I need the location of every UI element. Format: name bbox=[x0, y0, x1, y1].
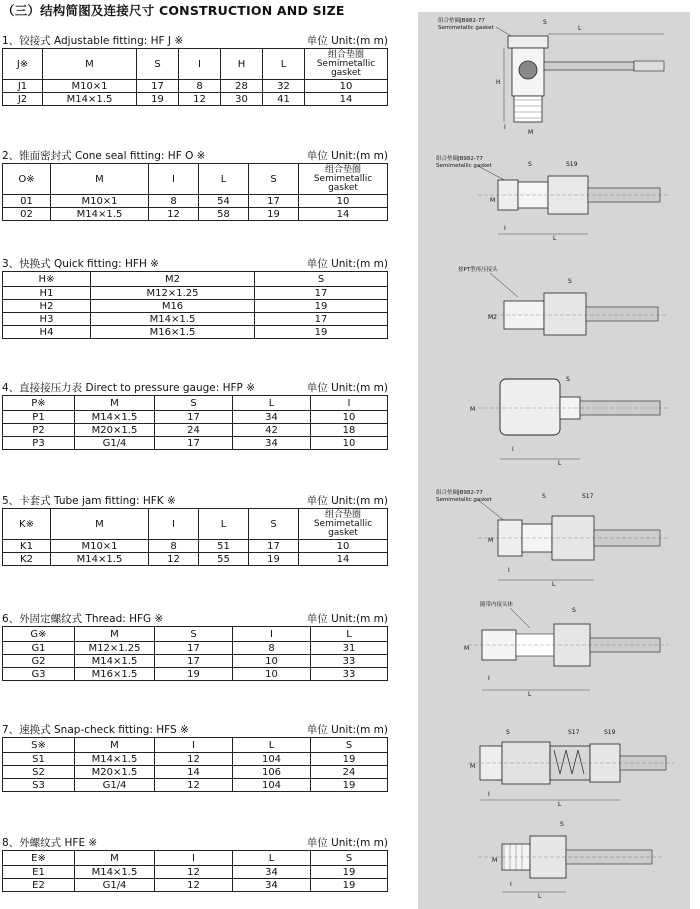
dim-label-l: L bbox=[553, 235, 557, 242]
cell: 58 bbox=[199, 208, 249, 221]
dim-label-s19: S19 bbox=[604, 729, 616, 736]
col-header: S bbox=[249, 509, 299, 540]
cell: M20×1.5 bbox=[75, 424, 155, 437]
spec-table-hfj bbox=[2, 48, 388, 106]
cell: J2 bbox=[3, 93, 43, 106]
col-header: M bbox=[51, 164, 149, 195]
dim-label-s: S bbox=[566, 376, 570, 383]
cell: 14 bbox=[299, 553, 388, 566]
col-header: M bbox=[75, 627, 155, 642]
dim-label-m: M bbox=[470, 763, 476, 770]
cell: S1 bbox=[3, 753, 75, 766]
cell: 17 bbox=[249, 195, 299, 208]
col-header: S※ bbox=[3, 738, 75, 753]
col-header: H※ bbox=[3, 272, 91, 287]
section-title: 4、直接接压力表 Direct to pressure gauge: HFP ※ bbox=[2, 382, 256, 394]
spec-table-hfk bbox=[2, 508, 388, 566]
unit-label: 单位 Unit:(m m) bbox=[306, 150, 388, 162]
dim-label-s: S bbox=[568, 278, 572, 285]
cell: 14 bbox=[305, 93, 388, 106]
col-header: I bbox=[311, 396, 388, 411]
drawing-thread bbox=[418, 594, 690, 704]
cell: 10 bbox=[299, 195, 388, 208]
cell: M14×1.5 bbox=[75, 655, 155, 668]
col-header: L bbox=[233, 851, 311, 866]
cell: 34 bbox=[233, 879, 311, 892]
col-header: L bbox=[263, 49, 305, 80]
cell: 12 bbox=[149, 553, 199, 566]
section-title: 2、锥面密封式 Cone seal fitting: HF O ※ bbox=[2, 150, 206, 162]
table-row bbox=[3, 779, 388, 792]
col-header: M bbox=[43, 49, 137, 80]
cell: 8 bbox=[149, 540, 199, 553]
table-row bbox=[3, 208, 388, 221]
diagram-column bbox=[418, 12, 690, 909]
cell: G3 bbox=[3, 668, 75, 681]
cell: G1 bbox=[3, 642, 75, 655]
dim-label-m: M bbox=[464, 645, 470, 652]
gasket-label-en: Semimetallic gasket bbox=[438, 25, 494, 31]
cell: G1/4 bbox=[75, 437, 155, 450]
cell: 8 bbox=[233, 642, 311, 655]
table-row bbox=[3, 642, 388, 655]
section-tube-jam-fitting bbox=[2, 493, 388, 566]
cell: M10×1 bbox=[51, 195, 149, 208]
cell: S3 bbox=[3, 779, 75, 792]
cell: 14 bbox=[155, 766, 233, 779]
cell: 104 bbox=[233, 779, 311, 792]
gasket-label: 组合垫圈JB982-77 bbox=[438, 18, 485, 24]
col-header: L bbox=[233, 738, 311, 753]
gasket-label: 组合垫圈JB982-77 bbox=[436, 156, 483, 162]
drawing-cone-seal bbox=[418, 152, 690, 247]
unit-label: 单位 Unit:(m m) bbox=[306, 382, 388, 394]
cell: M20×1.5 bbox=[75, 766, 155, 779]
dim-label-m: M bbox=[528, 129, 534, 136]
cell: M12×1.25 bbox=[91, 287, 255, 300]
cell: 34 bbox=[233, 411, 311, 424]
col-header: M bbox=[51, 509, 149, 540]
cell: M16 bbox=[91, 300, 255, 313]
note-label: 随带内接头体 bbox=[480, 602, 514, 608]
cell: M14×1.5 bbox=[51, 208, 149, 221]
dim-label-l: L bbox=[578, 25, 582, 32]
section-title: 6、外固定螺纹式 Thread: HFG ※ bbox=[2, 613, 164, 625]
cell: H2 bbox=[3, 300, 91, 313]
col-header: M bbox=[75, 396, 155, 411]
cell: S2 bbox=[3, 766, 75, 779]
cell: 14 bbox=[299, 208, 388, 221]
cell: 12 bbox=[155, 866, 233, 879]
dim-label-i: I bbox=[504, 124, 506, 131]
dim-label-m: M bbox=[490, 197, 496, 204]
dim-label-s: S bbox=[543, 19, 547, 26]
table-row bbox=[3, 766, 388, 779]
cell: 42 bbox=[233, 424, 311, 437]
section-title: 8、外螺纹式 HFE ※ bbox=[2, 837, 98, 849]
cell: 19 bbox=[255, 326, 388, 339]
col-header: I bbox=[155, 851, 233, 866]
cell: M16×1.5 bbox=[91, 326, 255, 339]
cell: 17 bbox=[137, 80, 179, 93]
dim-label-m: M bbox=[488, 537, 494, 544]
table-row bbox=[3, 668, 388, 681]
col-header: S bbox=[311, 738, 388, 753]
cell: 24 bbox=[311, 766, 388, 779]
cell: M12×1.25 bbox=[75, 642, 155, 655]
dim-label-s: S bbox=[528, 161, 532, 168]
unit-label: 单位 Unit:(m m) bbox=[306, 258, 388, 270]
cell: 33 bbox=[311, 668, 388, 681]
cell: P3 bbox=[3, 437, 75, 450]
cell: 104 bbox=[233, 753, 311, 766]
cell: 17 bbox=[155, 437, 233, 450]
cell: 8 bbox=[179, 80, 221, 93]
dim-label-m: M bbox=[470, 406, 476, 413]
cell: 12 bbox=[149, 208, 199, 221]
drawing-tube-jam bbox=[418, 482, 690, 592]
col-header: L bbox=[311, 627, 388, 642]
cell: M10×1 bbox=[51, 540, 149, 553]
cell: E2 bbox=[3, 879, 75, 892]
cell: 10 bbox=[311, 437, 388, 450]
drawing-snap-check bbox=[418, 720, 690, 810]
dim-label-i: I bbox=[488, 675, 490, 682]
cell: 12 bbox=[155, 753, 233, 766]
drawing-adjustable-fitting bbox=[418, 12, 690, 142]
gasket-label-en: Semimetallic gasket bbox=[436, 163, 492, 169]
cell: H3 bbox=[3, 313, 91, 326]
dim-label-l: L bbox=[538, 893, 542, 900]
table-row bbox=[3, 424, 388, 437]
table-row bbox=[3, 540, 388, 553]
col-header: H bbox=[221, 49, 263, 80]
cell: 18 bbox=[311, 424, 388, 437]
cell: 10 bbox=[233, 668, 311, 681]
cell: 10 bbox=[233, 655, 311, 668]
col-header: P※ bbox=[3, 396, 75, 411]
cell: 12 bbox=[179, 93, 221, 106]
cell: 54 bbox=[199, 195, 249, 208]
cell: M10×1 bbox=[43, 80, 137, 93]
cell: 19 bbox=[311, 779, 388, 792]
col-header: E※ bbox=[3, 851, 75, 866]
col-header: S bbox=[255, 272, 388, 287]
dim-label-i: I bbox=[504, 225, 506, 232]
cell: 17 bbox=[155, 411, 233, 424]
section-external-thread bbox=[2, 835, 388, 892]
section-pressure-gauge bbox=[2, 380, 388, 450]
section-thread bbox=[2, 611, 388, 681]
cell: 17 bbox=[255, 313, 388, 326]
col-header: I bbox=[149, 164, 199, 195]
dim-label-s17: S17 bbox=[582, 493, 594, 500]
cell: P1 bbox=[3, 411, 75, 424]
section-title: 3、快换式 Quick fitting: HFH ※ bbox=[2, 258, 159, 270]
dim-label-i: I bbox=[508, 567, 510, 574]
unit-label: 单位 Unit:(m m) bbox=[306, 837, 388, 849]
page-title: （三）结构简图及连接尺寸 CONSTRUCTION AND SIZE bbox=[2, 3, 345, 18]
dim-label-s: S bbox=[572, 607, 576, 614]
dim-label-l: L bbox=[528, 691, 532, 698]
col-header: S bbox=[137, 49, 179, 80]
spec-table-hfe bbox=[2, 850, 388, 892]
cell: M14×1.5 bbox=[75, 866, 155, 879]
col-header: M2 bbox=[91, 272, 255, 287]
cell: 12 bbox=[155, 879, 233, 892]
cell: M14×1.5 bbox=[43, 93, 137, 106]
table-row bbox=[3, 80, 388, 93]
dim-label-l: L bbox=[558, 801, 562, 808]
cell: 106 bbox=[233, 766, 311, 779]
col-header: S bbox=[155, 627, 233, 642]
cell: E1 bbox=[3, 866, 75, 879]
col-header: S bbox=[155, 396, 233, 411]
unit-label: 单位 Unit:(m m) bbox=[306, 613, 388, 625]
cell: 02 bbox=[3, 208, 51, 221]
col-header-gasket: 组合垫圈 Semimetallic gasket bbox=[299, 164, 388, 195]
table-row bbox=[3, 300, 388, 313]
dim-label-i: I bbox=[512, 446, 514, 453]
cell: 19 bbox=[249, 553, 299, 566]
cell: 10 bbox=[305, 80, 388, 93]
col-header: M bbox=[75, 851, 155, 866]
cell: 19 bbox=[311, 866, 388, 879]
cell: M16×1.5 bbox=[75, 668, 155, 681]
cell: G1/4 bbox=[75, 779, 155, 792]
drawing-quick-fitting bbox=[418, 257, 690, 352]
drawing-external-thread bbox=[418, 812, 690, 902]
drawing-pressure-gauge bbox=[418, 357, 690, 472]
col-header: M bbox=[75, 738, 155, 753]
table-row bbox=[3, 866, 388, 879]
cell: 01 bbox=[3, 195, 51, 208]
cell: 10 bbox=[299, 540, 388, 553]
dim-label-m2: M2 bbox=[488, 314, 497, 321]
dim-label-l: L bbox=[552, 581, 556, 588]
spec-table-hfo bbox=[2, 163, 388, 221]
col-header-gasket: 组合垫圈 Semimetallic gasket bbox=[299, 509, 388, 540]
col-header: G※ bbox=[3, 627, 75, 642]
col-header: L bbox=[233, 396, 311, 411]
table-row bbox=[3, 93, 388, 106]
cell: 51 bbox=[199, 540, 249, 553]
cell: 19 bbox=[255, 300, 388, 313]
cell: 10 bbox=[311, 411, 388, 424]
col-header: I bbox=[149, 509, 199, 540]
cell: K2 bbox=[3, 553, 51, 566]
cell: H4 bbox=[3, 326, 91, 339]
table-row bbox=[3, 655, 388, 668]
dim-label-s17: S17 bbox=[568, 729, 580, 736]
spec-table-hfp bbox=[2, 395, 388, 450]
dim-label-s: S bbox=[506, 729, 510, 736]
col-header: K※ bbox=[3, 509, 51, 540]
section-cone-seal-fitting bbox=[2, 148, 388, 221]
col-header-gasket: 组合垫圈 Semimetallic gasket bbox=[305, 49, 388, 80]
table-row bbox=[3, 437, 388, 450]
col-header: I bbox=[233, 627, 311, 642]
col-header: L bbox=[199, 509, 249, 540]
gasket-label-en: Semimetallic gasket bbox=[436, 497, 492, 503]
cell: M14×1.5 bbox=[75, 753, 155, 766]
cell: 8 bbox=[149, 195, 199, 208]
cell: H1 bbox=[3, 287, 91, 300]
table-row bbox=[3, 879, 388, 892]
section-title: 1、铰接式 Adjustable fitting: HF J ※ bbox=[2, 35, 184, 47]
dim-label-s: S bbox=[560, 821, 564, 828]
col-header: S bbox=[311, 851, 388, 866]
table-row bbox=[3, 313, 388, 326]
cell: 19 bbox=[137, 93, 179, 106]
table-row bbox=[3, 287, 388, 300]
dim-label-i: I bbox=[488, 791, 490, 798]
dim-label-i: I bbox=[510, 881, 512, 888]
cell: 17 bbox=[249, 540, 299, 553]
cell: M14×1.5 bbox=[91, 313, 255, 326]
cell: M14×1.5 bbox=[51, 553, 149, 566]
cell: 31 bbox=[311, 642, 388, 655]
cell: 33 bbox=[311, 655, 388, 668]
cell: 19 bbox=[311, 753, 388, 766]
unit-label: 单位 Unit:(m m) bbox=[306, 724, 388, 736]
col-header: L bbox=[199, 164, 249, 195]
section-snap-check bbox=[2, 722, 388, 792]
dim-label-s19: S19 bbox=[566, 161, 578, 168]
gasket-label: 组合垫圈JB982-77 bbox=[436, 490, 483, 496]
cell: 34 bbox=[233, 437, 311, 450]
col-header: I bbox=[155, 738, 233, 753]
spec-table-hfs bbox=[2, 737, 388, 792]
cell: 41 bbox=[263, 93, 305, 106]
cell: 30 bbox=[221, 93, 263, 106]
table-row bbox=[3, 553, 388, 566]
note-label: 按PT型再压接头 bbox=[458, 267, 498, 273]
cell: J1 bbox=[3, 80, 43, 93]
unit-label: 单位 Unit:(m m) bbox=[306, 35, 388, 47]
cell: 19 bbox=[249, 208, 299, 221]
section-title: 5、卡套式 Tube jam fitting: HFK ※ bbox=[2, 495, 176, 507]
cell: 17 bbox=[255, 287, 388, 300]
cell: G2 bbox=[3, 655, 75, 668]
section-quick-fitting bbox=[2, 256, 388, 339]
cell: 28 bbox=[221, 80, 263, 93]
table-row bbox=[3, 195, 388, 208]
spec-table-hfh bbox=[2, 271, 388, 339]
col-header: O※ bbox=[3, 164, 51, 195]
cell: 17 bbox=[155, 655, 233, 668]
col-header: I bbox=[179, 49, 221, 80]
table-row bbox=[3, 326, 388, 339]
section-adjustable-fitting bbox=[2, 33, 388, 106]
cell: 55 bbox=[199, 553, 249, 566]
spec-table-hfg bbox=[2, 626, 388, 681]
table-row bbox=[3, 753, 388, 766]
cell: 19 bbox=[155, 668, 233, 681]
cell: 34 bbox=[233, 866, 311, 879]
col-header: J※ bbox=[3, 49, 43, 80]
cell: 19 bbox=[311, 879, 388, 892]
cell: 24 bbox=[155, 424, 233, 437]
dim-label-s: S bbox=[542, 493, 546, 500]
section-title: 7、速换式 Snap-check fitting: HFS ※ bbox=[2, 724, 189, 736]
cell: P2 bbox=[3, 424, 75, 437]
cell: 12 bbox=[155, 779, 233, 792]
dim-label-m: M bbox=[492, 857, 498, 864]
col-header: S bbox=[249, 164, 299, 195]
table-row bbox=[3, 411, 388, 424]
cell: K1 bbox=[3, 540, 51, 553]
unit-label: 单位 Unit:(m m) bbox=[306, 495, 388, 507]
cell: 17 bbox=[155, 642, 233, 655]
cell: 32 bbox=[263, 80, 305, 93]
cell: M14×1.5 bbox=[75, 411, 155, 424]
dim-label-h: H bbox=[496, 79, 501, 86]
cell: G1/4 bbox=[75, 879, 155, 892]
dim-label-l: L bbox=[558, 460, 562, 467]
